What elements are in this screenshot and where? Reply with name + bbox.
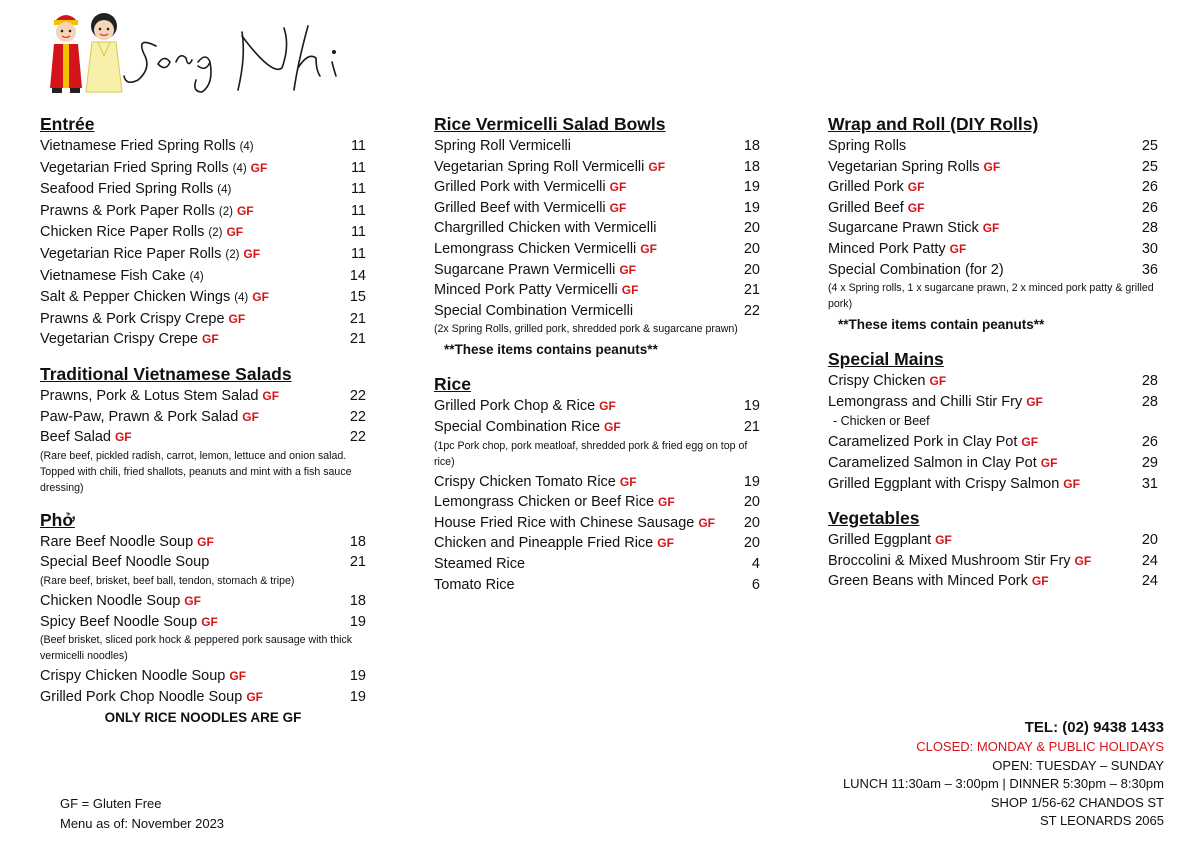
menu-item-name-group bbox=[828, 474, 1080, 495]
menu-item-quantity: (2) bbox=[218, 205, 233, 218]
menu-item-name: Steamed Rice bbox=[434, 555, 526, 572]
menu-item-name: Crispy Chicken Noodle Soup bbox=[40, 668, 226, 685]
menu-item bbox=[434, 218, 760, 239]
menu-item-price: 11 bbox=[350, 202, 366, 219]
menu-item-name-group bbox=[40, 386, 279, 407]
gluten-free-badge: GF bbox=[236, 203, 254, 218]
menu-item-name: Tomato Rice bbox=[434, 576, 515, 593]
section-title: Rice bbox=[434, 374, 471, 395]
menu-item-name-group bbox=[40, 244, 260, 266]
menu-item-price: 21 bbox=[743, 282, 760, 299]
menu-column-2 bbox=[434, 112, 760, 607]
menu-item bbox=[828, 177, 1158, 198]
menu-section bbox=[434, 372, 760, 595]
menu-item-price: 20 bbox=[743, 535, 760, 552]
menu-item-name-group bbox=[828, 551, 1091, 572]
gluten-free-badge: GF bbox=[619, 262, 637, 277]
menu-item-price: 19 bbox=[349, 688, 366, 705]
menu-item-price: 19 bbox=[349, 613, 366, 630]
menu-item bbox=[434, 177, 760, 198]
menu-item-name: Prawns & Pork Paper Rolls bbox=[40, 202, 215, 219]
menu-item-name-group bbox=[434, 301, 633, 322]
menu-item-name-group bbox=[434, 417, 621, 438]
menu-item bbox=[434, 554, 760, 575]
gluten-free-badge: GF bbox=[201, 332, 219, 347]
menu-item bbox=[40, 687, 366, 708]
menu-item-price: 26 bbox=[1141, 434, 1158, 451]
section-footnote: **These items contains peanuts** bbox=[444, 342, 658, 358]
menu-item-price: 20 bbox=[1141, 532, 1158, 549]
menu-item-name-group bbox=[40, 427, 132, 448]
menu-item-price: 21 bbox=[349, 310, 366, 327]
gluten-free-badge: GF bbox=[246, 689, 263, 704]
menu-item-name-group bbox=[434, 157, 665, 178]
menu-item bbox=[434, 198, 760, 219]
menu-item bbox=[828, 239, 1158, 260]
menu-item-quantity: (4) bbox=[239, 141, 254, 153]
menu-item-name-group bbox=[828, 432, 1038, 453]
menu-item bbox=[40, 591, 366, 612]
menu-item-price: 21 bbox=[349, 331, 366, 348]
menu-item bbox=[40, 309, 366, 330]
menu-item-name-group bbox=[828, 157, 1000, 178]
menu-item-name: Grilled Eggplant bbox=[828, 532, 932, 549]
menu-item-name-group bbox=[434, 218, 656, 239]
menu-section bbox=[434, 112, 760, 360]
gluten-free-badge: GF bbox=[983, 159, 1001, 174]
menu-item-name-group bbox=[828, 136, 906, 157]
menu-item-name-group bbox=[434, 472, 637, 493]
suburb-address: ST LEONARDS 2065 bbox=[1039, 813, 1164, 829]
girl-figure-icon bbox=[86, 13, 122, 92]
gf-legend: GF = Gluten Free bbox=[60, 796, 162, 811]
logo bbox=[46, 6, 356, 98]
menu-item-price: 19 bbox=[349, 668, 366, 685]
menu-item-name-group bbox=[828, 453, 1057, 474]
menu-item-price: 18 bbox=[743, 138, 760, 154]
gluten-free-badge: GF bbox=[907, 180, 925, 195]
menu-item-name: Lemongrass Chicken Vermicelli bbox=[434, 240, 637, 257]
menu-item-name: Grilled Pork with Vermicelli bbox=[434, 179, 606, 196]
menu-item-name-group bbox=[40, 612, 218, 633]
closed-days: CLOSED: MONDAY & PUBLIC HOLIDAYS bbox=[916, 739, 1164, 754]
menu-item-name-group bbox=[828, 218, 999, 239]
phone-number: TEL: (02) 9438 1433 bbox=[1024, 719, 1164, 736]
menu-item-price: 19 bbox=[743, 199, 760, 216]
menu-item-price: 21 bbox=[743, 418, 760, 435]
menu-section bbox=[40, 362, 366, 496]
menu-item-price: 30 bbox=[1141, 240, 1158, 257]
menu-section bbox=[828, 506, 1158, 592]
menu-item-name-group bbox=[40, 287, 269, 309]
menu-item-price: 20 bbox=[743, 240, 760, 257]
menu-item-quantity: (2) bbox=[208, 227, 223, 240]
menu-item bbox=[40, 179, 366, 201]
menu-item-name: Seafood Fried Spring Rolls bbox=[40, 181, 214, 198]
gluten-free-badge: GF bbox=[619, 474, 637, 489]
menu-item bbox=[434, 575, 760, 596]
menu-item-name-group bbox=[434, 396, 616, 417]
menu-section bbox=[40, 508, 366, 729]
menu-item-name: Paw-Paw, Prawn & Pork Salad bbox=[40, 408, 239, 425]
menu-item-price: 22 bbox=[743, 302, 760, 319]
menu-item-price: 11 bbox=[350, 224, 366, 241]
menu-item bbox=[434, 417, 760, 438]
gluten-free-badge: GF bbox=[197, 534, 214, 549]
menu-item-price: 18 bbox=[349, 533, 366, 550]
menu-item-name-group bbox=[828, 392, 1043, 413]
menu-item-name-group bbox=[40, 591, 201, 612]
menu-item-price: 26 bbox=[1141, 199, 1158, 216]
menu-item-description: (2x Spring Rolls, grilled pork, shredded pork & sugarcane prawn) bbox=[434, 323, 738, 336]
menu-item-name-group bbox=[40, 407, 259, 428]
menu-item-price: 19 bbox=[743, 398, 760, 415]
gluten-free-badge: GF bbox=[243, 246, 261, 261]
footer-left bbox=[60, 794, 224, 834]
menu-item-option: - Chicken or Beef bbox=[833, 414, 930, 429]
gluten-free-badge: GF bbox=[935, 533, 952, 548]
gluten-free-badge: GF bbox=[640, 241, 657, 256]
menu-item-name: Special Beef Noodle Soup bbox=[40, 554, 210, 571]
menu-item-name: Caramelized Pork in Clay Pot bbox=[828, 434, 1018, 451]
menu-item-name: Minced Pork Patty bbox=[828, 240, 946, 257]
menu-item-description: (Rare beef, pickled radish, carrot, lemon, lettuce and onion salad. Topped with chili, fried shallots, peanuts and mint with a fish sauce dressing) bbox=[40, 449, 352, 494]
menu-item bbox=[40, 201, 366, 223]
menu-item-name-group bbox=[434, 533, 674, 554]
menu-item bbox=[40, 666, 366, 687]
menu-item-name-group bbox=[40, 532, 214, 553]
section-title: Wrap and Roll (DIY Rolls) bbox=[828, 114, 1039, 134]
menu-item bbox=[828, 371, 1158, 392]
menu-item-description: (4 x Spring rolls, 1 x sugarcane prawn, 2 x minced pork patty & grilled pork) bbox=[828, 282, 1154, 311]
menu-item-name-group bbox=[40, 158, 267, 180]
menu-item bbox=[828, 157, 1158, 178]
gluten-free-badge: GF bbox=[1031, 574, 1049, 589]
menu-item bbox=[828, 218, 1158, 239]
menu-item bbox=[434, 239, 760, 260]
menu-item-price: 11 bbox=[350, 159, 366, 176]
menu-section bbox=[40, 112, 366, 350]
menu-item-name: Grilled Pork bbox=[828, 179, 904, 196]
menu-item-name-group bbox=[40, 552, 209, 573]
menu-item-name-group bbox=[828, 260, 1004, 281]
section-footnote: ONLY RICE NOODLES ARE GF bbox=[104, 710, 302, 726]
menu-item-name: Vegetarian Crispy Crepe bbox=[40, 331, 198, 348]
gluten-free-badge: GF bbox=[201, 614, 218, 629]
menu-item-quantity: (4) bbox=[234, 292, 249, 305]
gluten-free-badge: GF bbox=[982, 221, 1000, 236]
menu-item bbox=[828, 530, 1158, 551]
menu-item bbox=[434, 513, 760, 534]
menu-item-price: 22 bbox=[349, 408, 366, 425]
menu-item-name-group bbox=[40, 222, 243, 244]
menu-item bbox=[828, 571, 1158, 592]
menu-item bbox=[40, 612, 366, 633]
menu-item-price: 20 bbox=[743, 494, 760, 511]
menu-item-name: Grilled Beef bbox=[828, 199, 904, 216]
menu-item-name-group bbox=[434, 513, 715, 534]
menu-item bbox=[40, 266, 366, 288]
menu-item-name: Spicy Beef Noodle Soup bbox=[40, 613, 198, 630]
menu-item-price: 22 bbox=[349, 387, 366, 404]
gluten-free-badge: GF bbox=[1040, 455, 1058, 470]
menu-item-name-group bbox=[434, 239, 657, 260]
menu-item-name-group bbox=[828, 371, 946, 392]
menu-item bbox=[40, 407, 366, 428]
menu-item-price: 28 bbox=[1141, 393, 1158, 410]
menu-item-name: Vietnamese Fish Cake bbox=[40, 267, 186, 284]
menu-item-price: 20 bbox=[743, 220, 760, 237]
menu-item bbox=[434, 157, 760, 178]
gluten-free-badge: GF bbox=[657, 536, 674, 551]
logo-illustration bbox=[46, 6, 356, 98]
menu-item bbox=[828, 474, 1158, 495]
gluten-free-badge: GF bbox=[949, 241, 967, 256]
menu-item bbox=[40, 532, 366, 553]
menu-item-name-group bbox=[40, 136, 254, 158]
shop-address: SHOP 1/56-62 CHANDOS ST bbox=[990, 794, 1164, 810]
menu-item bbox=[828, 453, 1158, 474]
gluten-free-badge: GF bbox=[609, 200, 627, 215]
section-title: Vegetables bbox=[828, 508, 920, 529]
menu-item-name-group bbox=[40, 179, 231, 201]
gluten-free-badge: GF bbox=[929, 374, 947, 389]
menu-item bbox=[40, 329, 366, 350]
gluten-free-badge: GF bbox=[599, 399, 616, 414]
menu-item-price: 18 bbox=[349, 592, 366, 609]
section-title: Phở bbox=[40, 509, 75, 530]
gluten-free-badge: GF bbox=[262, 388, 280, 403]
gluten-free-badge: GF bbox=[648, 159, 666, 174]
menu-item-name: Vegetarian Spring Roll Vermicelli bbox=[434, 158, 645, 175]
menu-item-price: 21 bbox=[349, 554, 366, 571]
menu-item-price: 36 bbox=[1141, 261, 1158, 278]
menu-item-price: 18 bbox=[743, 158, 760, 175]
menu-item-name: Sugarcane Prawn Stick bbox=[828, 220, 979, 237]
menu-item-price: 15 bbox=[349, 289, 366, 306]
menu-item-name: Rare Beef Noodle Soup bbox=[40, 533, 194, 550]
menu-item-name-group bbox=[828, 571, 1049, 592]
menu-item-price: 11 bbox=[350, 138, 366, 154]
gluten-free-badge: GF bbox=[604, 419, 621, 434]
menu-item-name: Crispy Chicken bbox=[828, 373, 926, 390]
menu-item-price: 20 bbox=[743, 261, 760, 278]
menu-item bbox=[40, 244, 366, 266]
menu-item-name-group bbox=[40, 201, 254, 223]
menu-item-price: 29 bbox=[1141, 454, 1158, 471]
menu-item bbox=[828, 260, 1158, 281]
menu-item-name-group bbox=[434, 177, 626, 198]
menu-date: Menu as of: November 2023 bbox=[60, 816, 225, 831]
menu-item bbox=[434, 260, 760, 281]
menu-item bbox=[434, 396, 760, 417]
menu-item-price: 6 bbox=[751, 576, 760, 593]
menu-item-name: Spring Rolls bbox=[828, 138, 907, 154]
menu-item bbox=[40, 287, 366, 309]
menu-item-description: (1pc Pork chop, pork meatloaf, shredded pork & fried egg on top of rice) bbox=[434, 439, 748, 468]
gluten-free-badge: GF bbox=[1021, 435, 1039, 450]
menu-item-name: Grilled Beef with Vermicelli bbox=[434, 199, 606, 216]
menu-item-price: 11 bbox=[350, 181, 366, 198]
menu-item-name-group bbox=[828, 177, 924, 198]
script-wordmark bbox=[124, 26, 336, 92]
menu-item-price: 19 bbox=[743, 473, 760, 490]
menu-item-name-group bbox=[828, 530, 952, 551]
menu-item-name: Lemongrass and Chilli Stir Fry bbox=[828, 393, 1023, 410]
menu-section bbox=[828, 112, 1158, 335]
menu-item-name-group bbox=[434, 280, 638, 301]
menu-item-name: Beef Salad bbox=[40, 429, 111, 446]
menu-item-name: House Fried Rice with Chinese Sausage bbox=[434, 514, 695, 531]
gluten-free-badge: GF bbox=[229, 669, 247, 684]
menu-item bbox=[828, 551, 1158, 572]
menu-item-name: Special Combination Vermicelli bbox=[434, 302, 634, 319]
menu-item-quantity: (2) bbox=[225, 248, 240, 261]
menu-item-price: 31 bbox=[1141, 475, 1158, 492]
gluten-free-badge: GF bbox=[228, 311, 246, 326]
menu-item-quantity: (4) bbox=[189, 270, 204, 283]
menu-item-name-group bbox=[434, 198, 626, 219]
menu-item-name: Green Beans with Minced Pork bbox=[828, 573, 1028, 590]
menu-item-name: Grilled Pork Chop Noodle Soup bbox=[40, 688, 243, 705]
menu-item bbox=[434, 472, 760, 493]
menu-item-quantity: (4) bbox=[217, 184, 232, 197]
menu-item-price: 24 bbox=[1141, 573, 1158, 590]
menu-item bbox=[434, 492, 760, 513]
gluten-free-badge: GF bbox=[242, 409, 259, 424]
menu-item bbox=[828, 198, 1158, 219]
menu-item bbox=[434, 533, 760, 554]
menu-item-price: 28 bbox=[1141, 373, 1158, 390]
gluten-free-badge: GF bbox=[907, 200, 925, 215]
menu-item-name: Vegetarian Rice Paper Rolls bbox=[40, 245, 222, 262]
menu-item-name-group bbox=[434, 575, 515, 596]
menu-item-name: Sugarcane Prawn Vermicelli bbox=[434, 261, 616, 278]
menu-item-name: Salt & Pepper Chicken Wings bbox=[40, 289, 231, 306]
menu-item-price: 19 bbox=[743, 179, 760, 196]
gluten-free-badge: GF bbox=[184, 593, 201, 608]
menu-item-name: Grilled Pork Chop & Rice bbox=[434, 398, 596, 415]
menu-item-name-group bbox=[40, 687, 263, 708]
menu-item-name: Grilled Eggplant with Crispy Salmon bbox=[828, 475, 1060, 492]
menu-item-name: Crispy Chicken Tomato Rice bbox=[434, 473, 616, 490]
section-title: Traditional Vietnamese Salads bbox=[40, 363, 292, 384]
menu-item-price: 28 bbox=[1141, 220, 1158, 237]
menu-item bbox=[40, 136, 366, 158]
menu-item bbox=[40, 552, 366, 573]
menu-item bbox=[40, 222, 366, 244]
menu-column-1 bbox=[40, 112, 366, 740]
menu-item bbox=[40, 427, 366, 448]
menu-item-name: Vietnamese Fried Spring Rolls bbox=[40, 138, 236, 154]
menu-item-name: Lemongrass Chicken or Beef Rice bbox=[434, 494, 655, 511]
menu-item-name: Chargrilled Chicken with Vermicelli bbox=[434, 220, 657, 237]
menu-item-price: 22 bbox=[349, 429, 366, 446]
menu-item bbox=[828, 136, 1158, 157]
section-footnote: **These items contain peanuts** bbox=[838, 317, 1045, 333]
menu-section bbox=[828, 347, 1158, 494]
gluten-free-badge: GF bbox=[1063, 476, 1080, 491]
menu-item-quantity: (4) bbox=[232, 162, 247, 175]
menu-item-price: 4 bbox=[751, 555, 760, 572]
menu-item bbox=[434, 280, 760, 301]
menu-item-name-group bbox=[434, 260, 636, 281]
menu-item-name: Minced Pork Patty Vermicelli bbox=[434, 282, 618, 299]
menu-item-name-group bbox=[434, 554, 525, 575]
menu-item-name: Chicken and Pineapple Fried Rice bbox=[434, 535, 654, 552]
menu-item-price: 24 bbox=[1141, 552, 1158, 569]
gluten-free-badge: GF bbox=[621, 283, 639, 298]
menu-item bbox=[40, 158, 366, 180]
gluten-free-badge: GF bbox=[226, 225, 244, 240]
menu-item-name: Special Combination (for 2) bbox=[828, 261, 1004, 278]
menu-item bbox=[828, 392, 1158, 413]
menu-item bbox=[40, 386, 366, 407]
section-title: Special Mains bbox=[828, 349, 944, 370]
menu-item-name-group bbox=[434, 136, 571, 157]
menu-item-name: Vegetarian Fried Spring Rolls bbox=[40, 159, 229, 176]
menu-item-name-group bbox=[828, 239, 966, 260]
menu-item-price: 11 bbox=[350, 245, 366, 262]
menu-item-price: 26 bbox=[1141, 179, 1158, 196]
gluten-free-badge: GF bbox=[252, 290, 269, 305]
gluten-free-badge: GF bbox=[698, 515, 715, 530]
menu-item-price: 14 bbox=[349, 267, 366, 284]
menu-item-name: Vegetarian Spring Rolls bbox=[828, 158, 980, 175]
boy-figure-icon bbox=[50, 15, 82, 93]
gluten-free-badge: GF bbox=[1074, 553, 1092, 568]
menu-item bbox=[434, 136, 760, 157]
opening-hours: LUNCH 11:30am – 3:00pm | DINNER 5:30pm – 8:30pm bbox=[842, 776, 1164, 792]
menu-item-name-group bbox=[40, 309, 245, 330]
gluten-free-badge: GF bbox=[609, 180, 627, 195]
section-title: Entrée bbox=[40, 114, 95, 134]
menu-item-name-group bbox=[40, 666, 246, 687]
gluten-free-badge: GF bbox=[250, 160, 268, 175]
menu-item-description: (Beef brisket, sliced pork hock & peppered pork sausage with thick vermicelli noodles) bbox=[40, 634, 353, 663]
gluten-free-badge: GF bbox=[658, 495, 675, 510]
menu-item-name-group bbox=[434, 492, 675, 513]
menu-item-name: Special Combination Rice bbox=[434, 418, 601, 435]
gluten-free-badge: GF bbox=[114, 430, 132, 445]
menu-item-name: Caramelized Salmon in Clay Pot bbox=[828, 454, 1037, 471]
menu-item-description: (Rare beef, brisket, beef ball, tendon, stomach & tripe) bbox=[40, 574, 295, 587]
contact-info bbox=[843, 718, 1164, 831]
open-days: OPEN: TUESDAY – SUNDAY bbox=[992, 757, 1164, 773]
section-title: Rice Vermicelli Salad Bowls bbox=[434, 114, 666, 134]
menu-item bbox=[828, 432, 1158, 453]
menu-item-name: Broccolini & Mixed Mushroom Stir Fry bbox=[828, 552, 1071, 569]
menu-item-name-group bbox=[828, 198, 924, 219]
menu-item-name: Prawns, Pork & Lotus Stem Salad bbox=[40, 387, 259, 404]
menu-item-name-group bbox=[40, 329, 219, 350]
menu-item-name-group bbox=[40, 266, 204, 288]
menu-item-name: Chicken Rice Paper Rolls bbox=[40, 224, 205, 241]
menu-column-3 bbox=[828, 112, 1158, 604]
gluten-free-badge: GF bbox=[1026, 394, 1043, 409]
menu-item-name: Chicken Noodle Soup bbox=[40, 592, 181, 609]
menu-item-price: 25 bbox=[1141, 158, 1158, 175]
menu-item-price: 25 bbox=[1141, 138, 1158, 154]
menu-item-name: Spring Roll Vermicelli bbox=[434, 138, 571, 154]
menu-item-price: 20 bbox=[743, 514, 760, 531]
menu-item bbox=[434, 301, 760, 322]
menu-item-name: Prawns & Pork Crispy Crepe bbox=[40, 310, 225, 327]
